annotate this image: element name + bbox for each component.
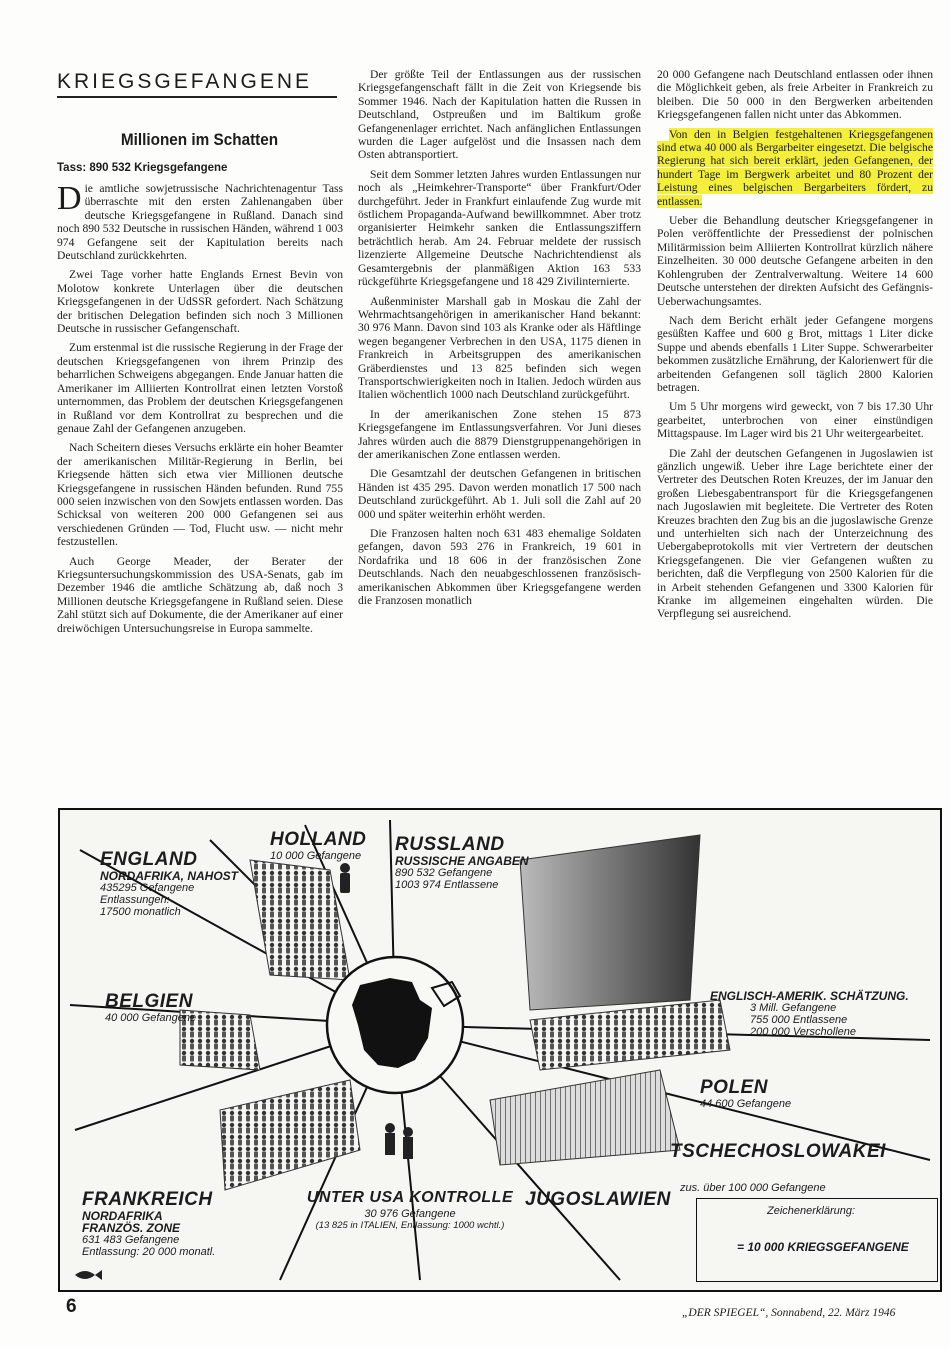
legend-box [696,1198,938,1282]
frankreich-label: FRANKREICH NORDAFRIKA FRANZÖS. ZONE 631 483 Gefangene Entlassung: 20 000 monatl. [82,1189,216,1258]
paragraph: Die Zahl der deutschen Gefangenen in Jugoslawien ist gänzlich ungewiß. Ueber ihre Lage berichtete einer der Vertreter des Deutschen Roten Kreuzes, der im Januar den großen Liebesgabentransport für die Kriegsgefangenen nach Jugoslawien mit begleitete. Die Vertreter des Roten Kreuzes brachten den Zug bis an die jugoslawische Grenze und unterhielten sich nach der Unterzeichnung des Uebergabeprotokolls mit vier Vertretern der deutschen Kriegsgefangenen. Die vier Gefangenen wußten zu berichten, daß die Verpflegung von 2500 Kalorien für die in Arbeit stehenden Gefangenen und 3300 Kalorien für Kranke im allgemeinen eingehalten würden. Die Verpflegung sei ausreichend. [657,446,933,621]
paragraph: Nach dem Bericht erhält jeder Gefangene morgens gesüßten Kaffee und 600 g Brot, mittags 1 Liter dicke Suppe und abends ebenfalls 1 Liter Suppe. Schwerarbeiter bekommen zusätzliche Ernährung, der Kalorienwert für die arbeitenden Gefangenen soll täglich 2800 Kalorien betragen. [657,313,933,394]
jugoslawien-label: JUGOSLAWIEN [525,1189,671,1210]
paragraph: Nach Scheitern dieses Versuchs erklärte ein hoher Beamter der amerikanischen Militär-Regierung in Berlin, bei Kriegsende hätten sich etwa vier Millionen deutsche Kriegsgefangene in russischen Händen befunden. Rund 755 000 seien inzwischen von den Sowjets entlassen worden. Das Schicksal von weiteren 200 000 Gefangenen sei aus verschiedenen Gründen — Tod, Flucht usw. — nicht mehr festzustellen. [57,441,343,549]
paragraph: Die Franzosen halten noch 631 483 ehemalige Soldaten gefangen, davon 593 276 in Frankreich, 19 601 in Nordafrika und 18 606 in der französischen Zone Deutschlands. Nach den neuabgeschlossenen französisch-amerikanischen Abkommen über Kriegsgefangene werden die Franzosen monatlich [358,527,641,608]
paragraph: Ueber die Behandlung deutscher Kriegsgefangener in Polen veröffentlichte der Pressedienst der polnischen Militärmission beim Alliierten Kontrollrat kürzlich nähere Einzelheiten. 30 000 deutsche Gefangene arbeiten in den Kohlengruben der Zentralverwaltung. Weitere 14 600 Deutsche unterstehen der direkten Aufsicht des Gefängnis-Ueberwachungsamtes. [657,214,933,308]
column-1 [57,182,343,641]
belgien-label: BELGIEN 40 000 Gefangene [105,991,197,1024]
holland-prisoner-figure [340,863,350,893]
section-title: KRIEGSGEFANGENE [57,70,337,98]
source-footer: „DER SPIEGEL“, Sonnabend, 22. März 1946 [682,1307,896,1319]
paragraph: Zum erstenmal ist die russische Regierung in der Frage der deutschen Kriegsgefangenen von ihrem Prinzip des beharrlichen Schweigens abgegangen. Ende Januar hatten die Amerikaner im Alliierten Kontrollrat einen letzten Vorstoß unternommen, das Problem der deutschen Kriegsgefangenen in Rußland vor dem Kontrollrat zu besprechen und die genaue Zahl der Gefangenen anzugeben. [57,341,343,435]
frankreich-prisoners-crowd [220,1080,360,1190]
legend-title: Zeichenerklärung: [767,1205,856,1217]
tschechei-prisoners-crowd [490,1070,680,1165]
tschechoslowakei-label: TSCHECHOSLOWAKEI [670,1141,886,1162]
england-label: ENGLAND NORDAFRIKA, NAHOST 435295 Gefangene Entlassungen: 17500 monatlich [100,849,238,918]
russland-label: RUSSLAND RUSSISCHE ANGABEN 890 532 Gefangene 1003 974 Entlassene [395,834,529,891]
usa-prisoner-figures [385,1123,413,1159]
article-subhead: Tass: 890 532 Kriegsgefangene [57,162,228,174]
paragraph: Außenminister Marshall gab in Moskau die Zahl der Wehrmachtsangehörigen in amerikanischer Hand bekannt: 30 976 Mann. Davon sind 103 als Kranke oder als Häftlinge wegen begangener Verbrechen in den USA, 1175 dienen in Frankreich in Arbeitsgruppen des amerikanischen Gräberdienstes und 13 825 befinden sich wegen Transportschwierigkeiten noch in Italien. Jedoch würden aus Italien wöchentlich 1000 nach Deutschland zurückgeführt. [358,294,641,402]
paragraph: Um 5 Uhr morgens wird geweckt, von 7 bis 17.30 Uhr gearbeitet, unterbrochen von einer einstündigen Mittagspause. Im Lager wird bis 21 Uhr weitergearbeitet. [657,400,933,441]
legend-value: = 10 000 KRIEGSGEFANGENE [737,1240,909,1254]
paragraph: Seit dem Sommer letzten Jahres wurden Entlassungen nur noch als „Heimkehrer-Transporte“ über Frankfurt/Oder durchgeführt. Jeder in Frankfurt einlaufende Zug wurde mit östlichem Propaganda-Aufwand bewillkommnet. Aber trotz organisierter Heimkehr sanken die Entlassungsziffern beträchtlich herab. Am 24. Februar meldete der russisch lizenzierte Allgemeine Deutsche Nachrichtendienst als Gesamtergebnis der planmäßigen Aktion 163 533 rückgeführte Kriegsgefangene und 18 429 Zivilinternierte. [358,167,641,289]
tschechoslowakei-count: zus. über 100 000 Gefangene [680,1182,826,1194]
polen-prisoners-crowd [530,1000,730,1070]
usa-control-label: UNTER USA KONTROLLE 30 976 Gefangene (13 825 in ITALIEN, Entlassung: 1000 wchtl.) [306,1189,514,1231]
page-number: 6 [66,1296,77,1317]
paragraph: Die Gesamtzahl der deutschen Gefangenen in britischen Händen ist 435 295. Davon werden monatlich 17 500 nach Deutschland zurückgeführt. Ab 1. Juli soll die Zahl auf 20 000 und später weiterhin erhöht werden. [358,467,641,521]
highlighted-paragraph [657,128,933,208]
fish-icon [75,1270,102,1280]
polen-label: POLEN 44 600 Gefangene [700,1077,792,1110]
paragraph: In der amerikanischen Zone stehen 15 873 Kriegsgefangene im Entlassungsverfahren. Vor Juni dieses Jahres würden auch die 8879 Dienstgruppenangehörigen in der amerikanischen Zone entlassen werden. [358,407,641,461]
paragraph: Der größte Teil der Entlassungen aus der russischen Kriegsgefangenschaft fällt in die Zeit von Kriegsende bis Sommer 1946. Nach der Kapitulation hatten die Russen in Deutschland, Ostpreußen und im Baltikum große Gefangenenlager errichtet. Nach anfänglichen Entlassungen wurden die Lager aufgelöst und die Insassen nach dem Osten abtransportiert. [358,68,641,162]
prisoner-map-illustration [58,808,942,1292]
article-headline: Millionen im Schatten [120,130,279,149]
paragraph: 20 000 Gefangene nach Deutschland entlassen oder ihnen die Möglichkeit geben, als freie Arbeiter in Frankreich zu bleiben. Die 50 000 in den Bergwerken arbeitenden Kriegsgefangenen fallen nicht unter das Abkommen. [657,68,933,122]
column-2 [358,68,641,613]
highlight-marker: Von den in Belgien festgehaltenen Kriegsgefangenen sind etwa 40 000 als Bergarbeiter eingesetzt. Die belgische Regierung hat sich bereit erklärt, jeden Gefangenen, der hundert Tage im Bergwerk arbeitet und 80 Prozent der Leistung eines belgischen Bergarbeiters fördert, zu entlassen. [657,127,933,208]
england-prisoners-crowd [250,860,350,980]
russland-prisoners-crowd [520,835,700,1010]
paragraph: Zwei Tage vorher hatte Englands Ernest Bevin von Molotow konkrete Unterlagen über die deutschen Kriegsgefangenen in der UdSSR gefordert. Nach Schätzung der britischen Delegation befinden sich noch 3 Millionen Deutsche in russischer Gefangenschaft. [57,268,343,336]
drop-cap: D [57,180,82,217]
paragraph: Auch George Meader, der Berater der Kriegsuntersuchungskommission des USA-Senats, gab im Dezember 1946 die amtliche Schätzung ab, daß noch 3 Millionen deutsche Kriegsgefangene in Rußland seien. Diese Zahl stützt sich auf Dokumente, die der Amerikaner auf einer dreiwöchigen Untersuchungsreise in Europa sammelte. [57,554,343,635]
paragraph: Die amtliche sowjetrussische Nachrichtenagentur Tass überraschte mit den ersten Zahlenangaben über deutsche Kriegsgefangene in Rußland. Danach sind noch 890 532 Deutsche in russischen Händen, während 1 003 974 Gefangene seit der Kapitulation bereits nach Deutschland zurückkehrten. [57,180,343,263]
holland-label: HOLLAND 10 000 Gefangene [270,829,367,862]
column-3 [657,68,933,627]
english-american-estimate-label: ENGLISCH-AMERIK. SCHÄTZUNG. 3 Mill. Gefangene 755 000 Entlassene 200 000 Verschollene [710,989,909,1038]
